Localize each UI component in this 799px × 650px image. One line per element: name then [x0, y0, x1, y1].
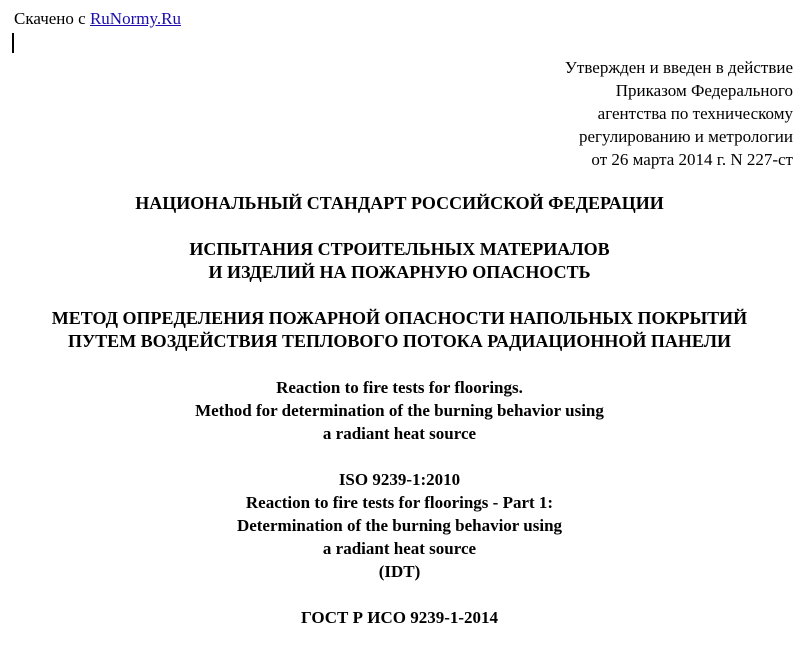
subtitle-ru	[0, 307, 799, 353]
approval-line: Утвержден и введен в действие	[564, 58, 793, 77]
title-en	[0, 376, 799, 445]
approval-line: регулированию и метрологии	[578, 127, 793, 146]
title-en-line: a radiant heat source	[322, 424, 477, 443]
approval-line: агентства по техническому	[597, 104, 793, 123]
title-ru-line: И ИЗДЕЛИЙ НА ПОЖАРНУЮ ОПАСНОСТЬ	[208, 262, 591, 282]
source-link[interactable]: RuNormy.Ru	[89, 9, 181, 28]
iso-reference-line: Determination of the burning behavior using	[236, 516, 563, 535]
approval-block	[565, 56, 793, 171]
iso-reference	[0, 468, 799, 583]
approval-line: от 26 марта 2014 г. N 227-ст	[591, 150, 793, 169]
title-en-line: Method for determination of the burning behavior using	[195, 401, 604, 420]
subtitle-ru-line: ПУТЕМ ВОЗДЕЙСТВИЯ ТЕПЛОВОГО ПОТОКА РАДИАЦИОННОЙ ПАНЕЛИ	[67, 331, 732, 351]
standard-type	[0, 192, 799, 215]
title-en-line: Reaction to fire tests for floorings.	[276, 378, 523, 397]
source-line	[14, 8, 181, 30]
title-ru-line: ИСПЫТАНИЯ СТРОИТЕЛЬНЫХ МАТЕРИАЛОВ	[189, 239, 610, 259]
title-ru	[0, 238, 799, 284]
iso-reference-line: ISO 9239-1:2010	[338, 470, 461, 489]
standard-type-line: НАЦИОНАЛЬНЫЙ СТАНДАРТ РОССИЙСКОЙ ФЕДЕРАЦИИ	[135, 193, 664, 213]
source-prefix: Скачено с	[14, 9, 90, 28]
subtitle-ru-line: МЕТОД ОПРЕДЕЛЕНИЯ ПОЖАРНОЙ ОПАСНОСТИ НАПОЛЬНЫХ ПОКРЫТИЙ	[51, 308, 748, 328]
iso-reference-line: a radiant heat source	[322, 539, 477, 558]
iso-reference-line: Reaction to fire tests for floorings - Part 1:	[245, 493, 554, 512]
text-cursor	[12, 33, 14, 53]
gost-code	[0, 606, 799, 629]
iso-reference-line: (IDT)	[378, 562, 421, 581]
approval-line: Приказом Федерального	[615, 81, 793, 100]
gost-code-line: ГОСТ Р ИСО 9239-1-2014	[300, 608, 499, 627]
